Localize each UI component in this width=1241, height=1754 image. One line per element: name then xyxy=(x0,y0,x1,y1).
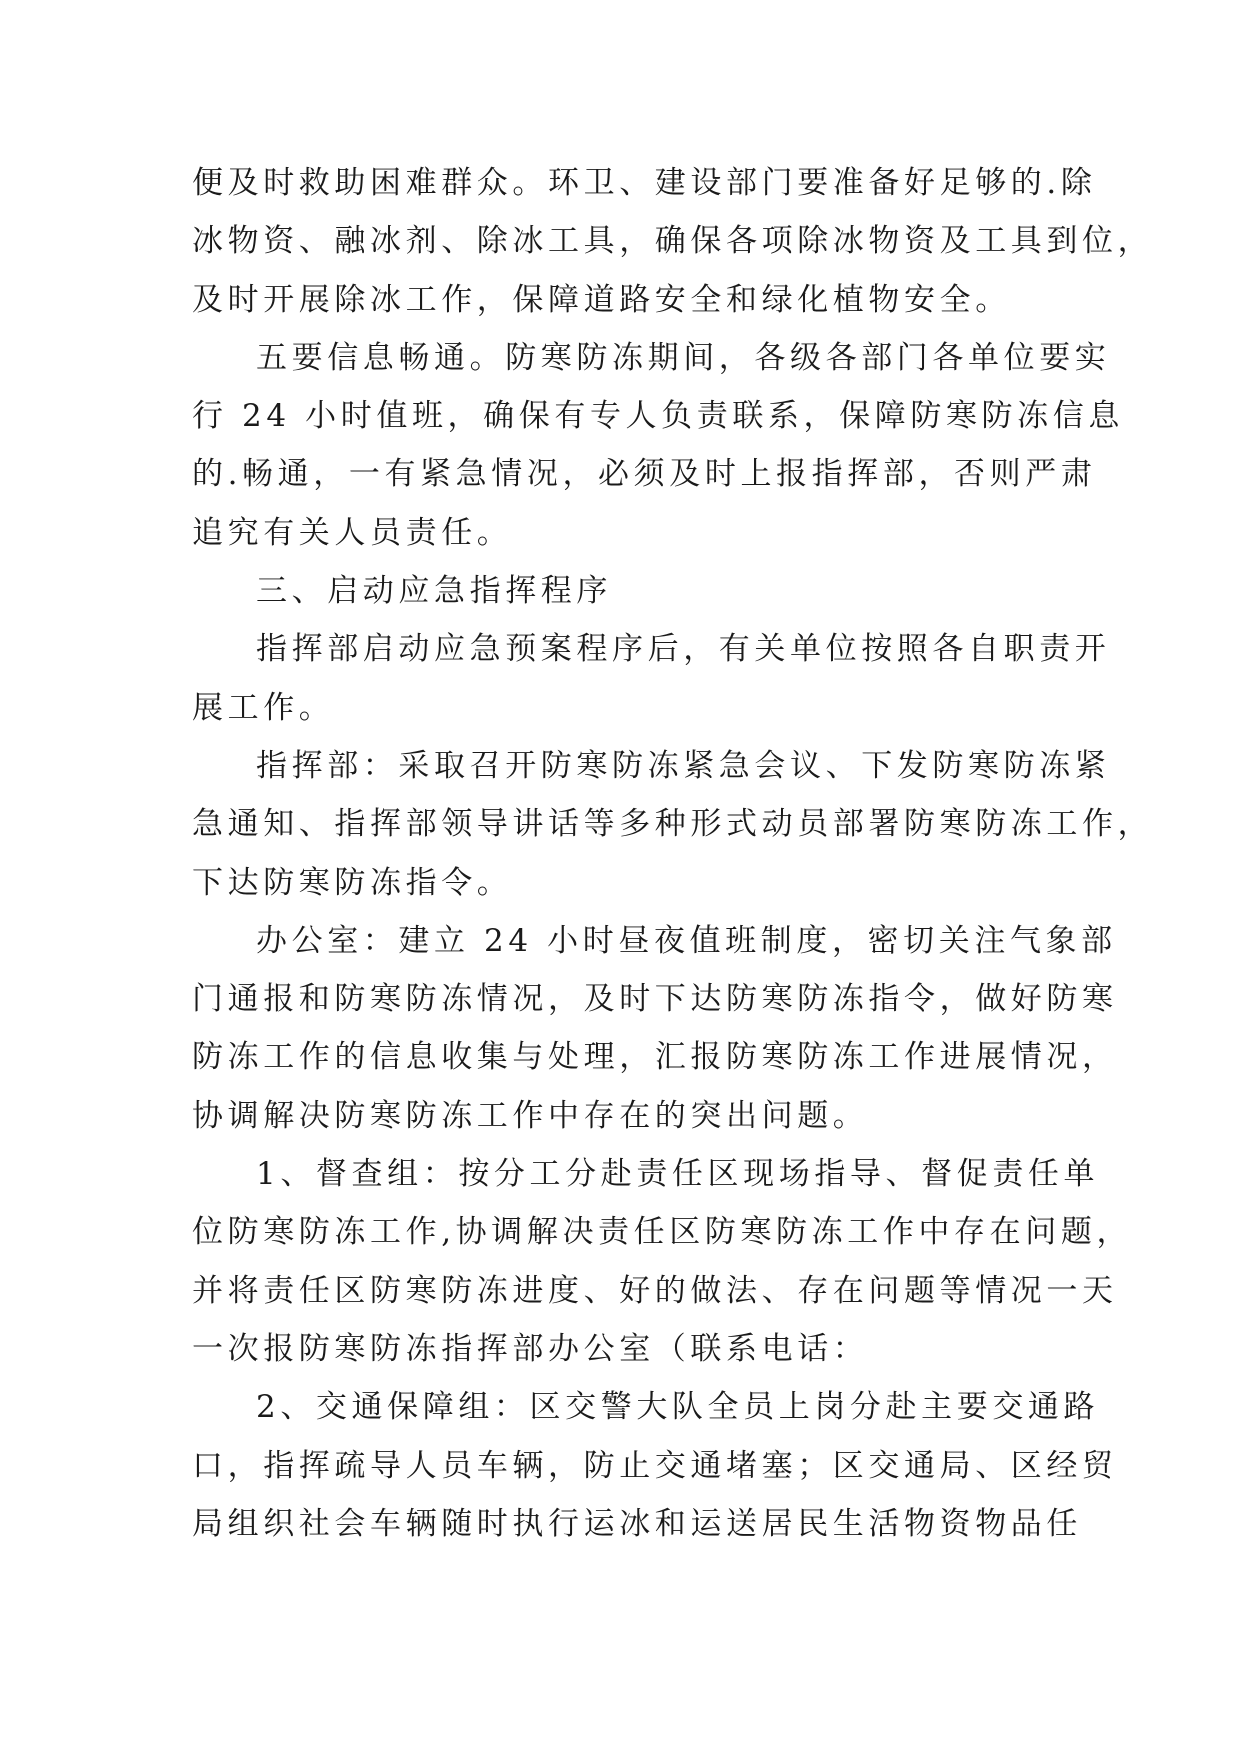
text-line: 局组织社会车辆随时执行运冰和运送居民生活物资物品任 xyxy=(192,1505,1082,1542)
text-line: 防冻工作的信息收集与处理，汇报防寒防冻工作进展情况， xyxy=(192,1039,1118,1076)
text-line: 1、督查组：按分工分赴责任区现场指导、督促责任单 xyxy=(256,1156,1100,1193)
text-line: 急通知、指挥部领导讲话等多种形式动员部署防寒防冻工作， xyxy=(192,806,1154,843)
text-line: 协调解决防寒防冻工作中存在的突出问题。 xyxy=(192,1097,869,1134)
text-line: 追究有关人员责任。 xyxy=(192,514,513,551)
text-line: 行 24 小时值班，确保有专人负责联系，保障防寒防冻信息 xyxy=(192,398,1124,435)
text-line: 指挥部：采取召开防寒防冻紧急会议、下发防寒防冻紧 xyxy=(256,747,1111,784)
text-line: 三、启动应急指挥程序 xyxy=(256,573,612,610)
text-line: 五要信息畅通。防寒防冻期间，各级各部门各单位要实 xyxy=(256,339,1111,376)
text-line: 指挥部启动应急预案程序后，有关单位按照各自职责开 xyxy=(256,631,1111,668)
text-line: 的.畅通，一有紧急情况，必须及时上报指挥部，否则严肃 xyxy=(192,456,1097,493)
text-line: 一次报防寒防冻指挥部办公室（联系电话： xyxy=(192,1330,869,1367)
text-line: 展工作。 xyxy=(192,689,335,726)
text-line: 冰物资、融冰剂、除冰工具，确保各项除冰物资及工具到位， xyxy=(192,223,1154,260)
text-line: 位防寒防冻工作,协调解决责任区防寒防冻工作中存在问题， xyxy=(192,1214,1133,1251)
text-line: 2、交通保障组：区交警大队全员上岗分赴主要交通路 xyxy=(256,1389,1100,1426)
text-line: 便及时救助困难群众。环卫、建设部门要准备好足够的.除 xyxy=(192,165,1097,201)
text-line: 及时开展除冰工作，保障道路安全和绿化植物安全。 xyxy=(192,281,1011,318)
text-line: 并将责任区防寒防冻进度、好的做法、存在问题等情况一天 xyxy=(192,1272,1118,1309)
text-line: 门通报和防寒防冻情况，及时下达防寒防冻指令，做好防寒 xyxy=(192,981,1118,1018)
text-line: 办公室：建立 24 小时昼夜值班制度，密切关注气象部 xyxy=(256,922,1117,959)
text-line: 下达防寒防冻指令。 xyxy=(192,864,513,901)
text-line: 口，指挥疏导人员车辆，防止交通堵塞；区交通局、区经贸 xyxy=(192,1447,1118,1484)
body-text xyxy=(192,154,1154,1553)
